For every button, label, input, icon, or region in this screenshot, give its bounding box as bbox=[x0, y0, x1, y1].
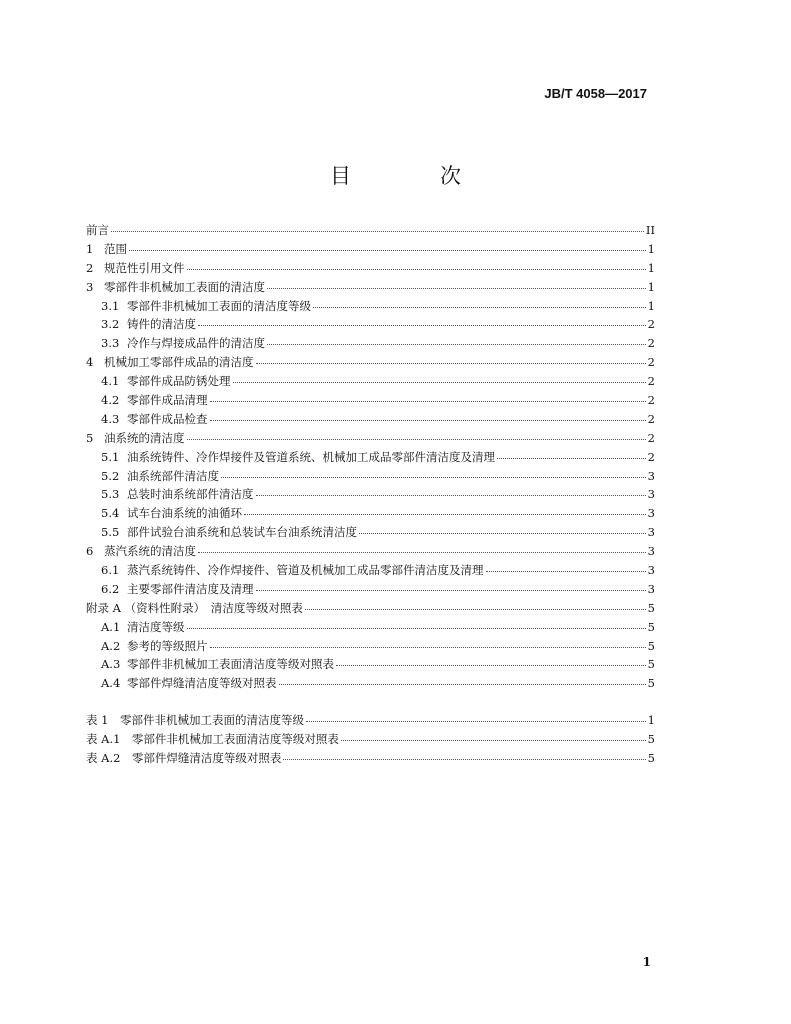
toc-entry[interactable] bbox=[86, 674, 655, 693]
table-list-entry[interactable] bbox=[86, 730, 655, 749]
toc-entry-page: 3 bbox=[647, 487, 655, 502]
toc-entry-page: 2 bbox=[647, 449, 655, 464]
toc-entry-title: 参考的等级照片 bbox=[127, 638, 208, 653]
toc-entry-title: 油系统部件清洁度 bbox=[127, 468, 219, 483]
dot-leader bbox=[306, 720, 646, 722]
toc-entry-page: 1 bbox=[647, 713, 655, 727]
toc-entry-number: 1 bbox=[86, 241, 94, 256]
dot-leader bbox=[187, 627, 646, 629]
toc-entry-page: II bbox=[645, 223, 655, 237]
dot-leader bbox=[111, 230, 644, 232]
dot-leader bbox=[210, 419, 646, 421]
toc-entry-page: 5 bbox=[647, 657, 655, 672]
toc-entry-title: 零部件焊缝清洁度等级对照表 bbox=[127, 676, 277, 691]
toc-entry[interactable] bbox=[86, 259, 655, 278]
toc-entry-page: 1 bbox=[647, 279, 655, 294]
dot-leader bbox=[210, 400, 646, 402]
toc-entry-number: 6.2 bbox=[101, 581, 120, 596]
dot-leader bbox=[187, 268, 646, 270]
toc-entry-number: A.1 bbox=[101, 619, 121, 634]
toc-entry-title: 附录 A （资料性附录） 清洁度等级对照表 bbox=[86, 600, 303, 615]
toc-entry-page: 2 bbox=[647, 355, 655, 370]
dot-leader bbox=[359, 532, 646, 534]
toc-entry-page: 3 bbox=[647, 525, 655, 540]
toc-entry[interactable] bbox=[86, 410, 655, 429]
dot-leader bbox=[267, 343, 646, 345]
toc-entry[interactable] bbox=[86, 448, 655, 467]
toc-entry-number: 3.1 bbox=[101, 298, 120, 313]
toc-entry[interactable] bbox=[86, 561, 655, 580]
toc-list bbox=[86, 221, 655, 693]
toc-entry-page: 3 bbox=[647, 581, 655, 596]
toc-entry-title: 冷作与焊接成品件的清洁度 bbox=[127, 336, 265, 351]
toc-entry-number: 6 bbox=[86, 544, 94, 559]
dot-leader bbox=[198, 551, 646, 553]
toc-entry-number: 5.2 bbox=[101, 468, 120, 483]
toc-entry-page: 1 bbox=[647, 260, 655, 275]
toc-entry[interactable] bbox=[86, 315, 655, 334]
toc-entry-title: 表 1 零部件非机械加工表面的清洁度等级 bbox=[86, 713, 304, 727]
toc-entry-title: 油系统铸件、冷作焊接件及管道系统、机械加工成品零部件清洁度及清理 bbox=[127, 449, 495, 464]
toc-entry-number: 2 bbox=[86, 260, 94, 275]
dot-leader bbox=[256, 362, 646, 364]
toc-entry-title: 蒸汽系统的清洁度 bbox=[104, 544, 196, 559]
toc-entry[interactable] bbox=[86, 655, 655, 674]
toc-entry-number: 5.4 bbox=[101, 506, 120, 521]
toc-entry-title: 前言 bbox=[86, 223, 109, 237]
toc-entry-page: 2 bbox=[647, 411, 655, 426]
toc-entry[interactable] bbox=[86, 297, 655, 316]
toc-entry-number: A.2 bbox=[101, 638, 121, 653]
toc-entry-number: A.4 bbox=[101, 676, 121, 691]
toc-entry-title: 零部件成品检查 bbox=[127, 411, 208, 426]
toc-entry-title: 油系统的清洁度 bbox=[104, 430, 185, 445]
toc-entry[interactable] bbox=[86, 504, 655, 523]
table-list bbox=[86, 711, 655, 768]
toc-entry-number: 4 bbox=[86, 355, 94, 370]
dot-leader bbox=[341, 739, 646, 741]
dot-leader bbox=[198, 324, 646, 326]
toc-entry-number: 5.3 bbox=[101, 487, 120, 502]
toc-entry-number: A.3 bbox=[101, 657, 121, 672]
toc-entry[interactable] bbox=[86, 429, 655, 448]
toc-entry-title: 零部件成品防锈处理 bbox=[127, 374, 231, 389]
toc-entry-title: 铸件的清洁度 bbox=[127, 317, 196, 332]
toc-entry-number: 4.3 bbox=[101, 411, 120, 426]
toc-entry[interactable] bbox=[86, 334, 655, 353]
toc-entry[interactable] bbox=[86, 353, 655, 372]
toc-entry-title: 机械加工零部件成品的清洁度 bbox=[104, 355, 254, 370]
toc-title: 目 次 bbox=[330, 164, 495, 188]
toc-entry[interactable] bbox=[86, 391, 655, 410]
dot-leader bbox=[221, 476, 646, 478]
toc-entry-page: 3 bbox=[647, 544, 655, 559]
toc-entry-page: 5 bbox=[647, 638, 655, 653]
toc-entry[interactable] bbox=[86, 637, 655, 656]
standard-code: JB/T 4058—2017 bbox=[544, 86, 647, 101]
toc-entry[interactable] bbox=[86, 580, 655, 599]
toc-entry-number: 3.2 bbox=[101, 317, 120, 332]
toc-entry-title: 蒸汽系统铸件、冷作焊接件、管道及机械加工成品零部件清洁度及清理 bbox=[127, 563, 484, 578]
toc-entry-page: 2 bbox=[647, 393, 655, 408]
toc-entry-page: 5 bbox=[647, 619, 655, 634]
table-list-entry[interactable] bbox=[86, 749, 655, 768]
toc-entry-number: 6.1 bbox=[101, 563, 120, 578]
dot-leader bbox=[233, 381, 646, 383]
toc-entry-title: 零部件非机械加工表面清洁度等级对照表 bbox=[127, 657, 334, 672]
dot-leader bbox=[187, 438, 646, 440]
toc-entry-number: 5 bbox=[86, 430, 94, 445]
toc-entry-page: 5 bbox=[647, 731, 655, 746]
page-number: 1 bbox=[642, 955, 651, 969]
dot-leader bbox=[486, 570, 646, 572]
dot-leader bbox=[313, 306, 646, 308]
dot-leader bbox=[129, 249, 646, 251]
toc-entry-page: 5 bbox=[647, 750, 655, 765]
toc-entry[interactable] bbox=[86, 240, 655, 259]
toc-entry[interactable] bbox=[86, 599, 655, 618]
toc-entry[interactable] bbox=[86, 485, 655, 504]
toc-entry[interactable] bbox=[86, 523, 655, 542]
toc-entry-page: 1 bbox=[647, 241, 655, 256]
toc-entry[interactable] bbox=[86, 467, 655, 486]
toc-entry-page: 2 bbox=[647, 336, 655, 351]
dot-leader bbox=[267, 287, 646, 289]
toc-entry-number: 4.2 bbox=[101, 393, 120, 408]
dot-leader bbox=[279, 683, 646, 685]
dot-leader bbox=[305, 608, 646, 610]
dot-leader bbox=[336, 664, 646, 666]
toc-entry-number: 3.3 bbox=[101, 336, 120, 351]
toc-entry-number: 5.5 bbox=[101, 525, 120, 540]
toc-entry[interactable] bbox=[86, 372, 655, 391]
toc-entry[interactable] bbox=[86, 618, 655, 637]
toc-entry-page: 1 bbox=[647, 298, 655, 313]
toc-entry-title: 零部件非机械加工表面的清洁度 bbox=[104, 279, 265, 294]
toc-entry-title: 主要零部件清洁度及清理 bbox=[127, 581, 254, 596]
toc-entry-title: 零部件非机械加工表面的清洁度等级 bbox=[127, 298, 311, 313]
toc-entry-page: 3 bbox=[647, 468, 655, 483]
toc-entry-number: 4.1 bbox=[101, 374, 120, 389]
dot-leader bbox=[497, 457, 646, 459]
toc-entry-page: 3 bbox=[647, 563, 655, 578]
toc-entry-number: 3 bbox=[86, 279, 94, 294]
dot-leader bbox=[256, 494, 646, 496]
toc-entry-title: 总装时油系统部件清洁度 bbox=[127, 487, 254, 502]
toc-entry[interactable] bbox=[86, 542, 655, 561]
toc-entry-page: 2 bbox=[647, 430, 655, 445]
dot-leader bbox=[256, 589, 646, 591]
toc-entry-number: 5.1 bbox=[101, 449, 120, 464]
dot-leader bbox=[210, 646, 646, 648]
toc-entry-title: 清洁度等级 bbox=[127, 619, 185, 634]
toc-entry-title: 部件试验台油系统和总装试车台油系统清洁度 bbox=[127, 525, 357, 540]
toc-entry-title: 表 A.2 零部件焊缝清洁度等级对照表 bbox=[86, 750, 282, 765]
toc-entry-title: 范围 bbox=[104, 241, 127, 256]
dot-leader bbox=[283, 758, 645, 760]
dot-leader bbox=[244, 513, 646, 515]
toc-entry-page: 2 bbox=[647, 374, 655, 389]
toc-entry[interactable] bbox=[86, 221, 655, 240]
toc-entry[interactable] bbox=[86, 278, 655, 297]
toc-entry-page: 3 bbox=[647, 506, 655, 521]
table-list-entry[interactable] bbox=[86, 711, 655, 730]
toc-entry-page: 5 bbox=[647, 600, 655, 615]
toc-entry-title: 规范性引用文件 bbox=[104, 260, 185, 275]
toc-entry-page: 5 bbox=[647, 676, 655, 691]
toc-entry-page: 2 bbox=[647, 317, 655, 332]
toc-entry-title: 零部件成品清理 bbox=[127, 393, 208, 408]
toc-entry-title: 试车台油系统的油循环 bbox=[127, 506, 242, 521]
toc-entry-title: 表 A.1 零部件非机械加工表面清洁度等级对照表 bbox=[86, 731, 339, 746]
